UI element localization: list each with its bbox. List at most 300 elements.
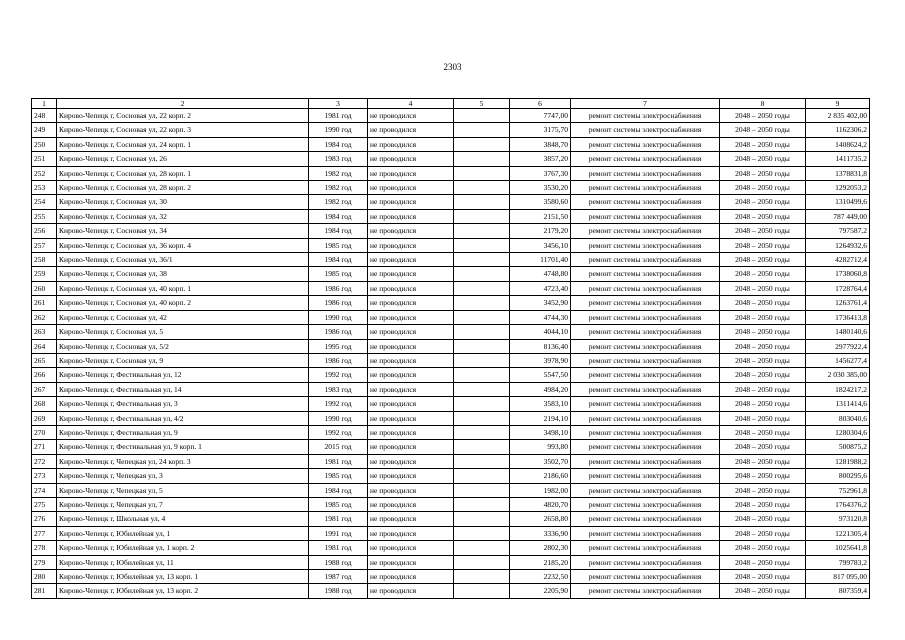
cell-area: 3848,70	[510, 137, 571, 151]
cell-area: 993,80	[510, 440, 571, 454]
cell-row-number: 273	[32, 469, 57, 483]
cell-examination-status: не проводился	[368, 296, 454, 310]
cell-cost: 1025641,8	[806, 541, 870, 555]
cell-examination-status: не проводился	[368, 181, 454, 195]
cell-row-number: 249	[32, 123, 57, 137]
column-header-4: 4	[368, 99, 454, 109]
cell-address: Кирово-Чепецк г, Сосновая ул, 28 корп. 2	[57, 181, 309, 195]
cell-repair-period: 2048 – 2050 годы	[720, 411, 806, 425]
cell-cost: 500875,2	[806, 440, 870, 454]
cell-repair-period: 2048 – 2050 годы	[720, 454, 806, 468]
table-row	[32, 166, 870, 180]
cell-work-type: ремонт системы электроснабжения	[571, 339, 720, 353]
cell-row-number: 280	[32, 570, 57, 584]
table-row	[32, 123, 870, 137]
cell-construction-year: 1982 год	[309, 195, 368, 209]
cell-column-5	[454, 310, 510, 324]
table-row	[32, 512, 870, 526]
cell-work-type: ремонт системы электроснабжения	[571, 382, 720, 396]
cell-examination-status: не проводился	[368, 584, 454, 598]
table-row	[32, 181, 870, 195]
cell-repair-period: 2048 – 2050 годы	[720, 483, 806, 497]
table-row	[32, 310, 870, 324]
cell-examination-status: не проводился	[368, 166, 454, 180]
cell-cost: 1408624,2	[806, 137, 870, 151]
cell-column-5	[454, 281, 510, 295]
cell-construction-year: 1988 год	[309, 555, 368, 569]
cell-column-5	[454, 267, 510, 281]
cell-repair-period: 2048 – 2050 годы	[720, 584, 806, 598]
table-row	[32, 411, 870, 425]
cell-construction-year: 1991 год	[309, 526, 368, 540]
cell-construction-year: 1988 год	[309, 584, 368, 598]
cell-examination-status: не проводился	[368, 339, 454, 353]
cell-row-number: 278	[32, 541, 57, 555]
cell-work-type: ремонт системы электроснабжения	[571, 310, 720, 324]
table-row	[32, 238, 870, 252]
cell-row-number: 267	[32, 382, 57, 396]
cell-area: 3452,90	[510, 296, 571, 310]
table-row	[32, 497, 870, 511]
cell-examination-status: не проводился	[368, 253, 454, 267]
table-row	[32, 137, 870, 151]
cell-construction-year: 1983 год	[309, 152, 368, 166]
cell-area: 3498,10	[510, 425, 571, 439]
cell-examination-status: не проводился	[368, 512, 454, 526]
cell-repair-period: 2048 – 2050 годы	[720, 310, 806, 324]
cell-examination-status: не проводился	[368, 109, 454, 123]
cell-repair-period: 2048 – 2050 годы	[720, 296, 806, 310]
cell-cost: 1764376,2	[806, 497, 870, 511]
cell-work-type: ремонт системы электроснабжения	[571, 512, 720, 526]
cell-area: 3502,70	[510, 454, 571, 468]
cell-area: 3175,70	[510, 123, 571, 137]
cell-repair-period: 2048 – 2050 годы	[720, 238, 806, 252]
cell-construction-year: 1983 год	[309, 382, 368, 396]
cell-column-5	[454, 152, 510, 166]
cell-area: 2186,60	[510, 469, 571, 483]
table-row	[32, 382, 870, 396]
cell-cost: 787 449,00	[806, 209, 870, 223]
cell-row-number: 270	[32, 425, 57, 439]
cell-work-type: ремонт системы электроснабжения	[571, 397, 720, 411]
cell-examination-status: не проводился	[368, 397, 454, 411]
cell-work-type: ремонт системы электроснабжения	[571, 123, 720, 137]
cell-examination-status: не проводился	[368, 469, 454, 483]
cell-row-number: 263	[32, 325, 57, 339]
cell-repair-period: 2048 – 2050 годы	[720, 440, 806, 454]
cell-work-type: ремонт системы электроснабжения	[571, 281, 720, 295]
cell-cost: 973120,8	[806, 512, 870, 526]
cell-construction-year: 2015 год	[309, 440, 368, 454]
table-row	[32, 541, 870, 555]
cell-row-number: 252	[32, 166, 57, 180]
cell-examination-status: не проводился	[368, 526, 454, 540]
cell-area: 3583,10	[510, 397, 571, 411]
cell-cost: 2 030 385,00	[806, 368, 870, 382]
cell-address: Кирово-Чепецк г, Сосновая ул, 5/2	[57, 339, 309, 353]
cell-row-number: 266	[32, 368, 57, 382]
cell-row-number: 276	[32, 512, 57, 526]
cell-row-number: 277	[32, 526, 57, 540]
cell-column-5	[454, 238, 510, 252]
cell-examination-status: не проводился	[368, 123, 454, 137]
cell-row-number: 279	[32, 555, 57, 569]
cell-column-5	[454, 497, 510, 511]
cell-construction-year: 1985 год	[309, 497, 368, 511]
cell-row-number: 275	[32, 497, 57, 511]
cell-examination-status: не проводился	[368, 483, 454, 497]
cell-repair-period: 2048 – 2050 годы	[720, 512, 806, 526]
cell-construction-year: 1985 год	[309, 267, 368, 281]
cell-row-number: 269	[32, 411, 57, 425]
cell-address: Кирово-Чепецк г, Юбилейная ул, 11	[57, 555, 309, 569]
cell-work-type: ремонт системы электроснабжения	[571, 166, 720, 180]
cell-construction-year: 1984 год	[309, 224, 368, 238]
cell-repair-period: 2048 – 2050 годы	[720, 123, 806, 137]
cell-work-type: ремонт системы электроснабжения	[571, 411, 720, 425]
cell-construction-year: 1984 год	[309, 253, 368, 267]
cell-cost: 4282712,4	[806, 253, 870, 267]
cell-work-type: ремонт системы электроснабжения	[571, 296, 720, 310]
cell-work-type: ремонт системы электроснабжения	[571, 253, 720, 267]
cell-construction-year: 1992 год	[309, 425, 368, 439]
cell-address: Кирово-Чепецк г, Сосновая ул, 5	[57, 325, 309, 339]
table-row	[32, 483, 870, 497]
cell-construction-year: 1981 год	[309, 541, 368, 555]
cell-column-5	[454, 339, 510, 353]
cell-column-5	[454, 541, 510, 555]
cell-row-number: 274	[32, 483, 57, 497]
cell-work-type: ремонт системы электроснабжения	[571, 526, 720, 540]
cell-cost: 1264932,6	[806, 238, 870, 252]
cell-work-type: ремонт системы электроснабжения	[571, 195, 720, 209]
cell-column-5	[454, 584, 510, 598]
cell-construction-year: 1986 год	[309, 353, 368, 367]
cell-address: Кирово-Чепецк г, Чепецкая ул, 7	[57, 497, 309, 511]
cell-construction-year: 1992 год	[309, 368, 368, 382]
table-row	[32, 440, 870, 454]
cell-row-number: 254	[32, 195, 57, 209]
cell-row-number: 255	[32, 209, 57, 223]
cell-work-type: ремонт системы электроснабжения	[571, 555, 720, 569]
cell-row-number: 258	[32, 253, 57, 267]
cell-address: Кирово-Чепецк г, Сосновая ул, 28 корп. 1	[57, 166, 309, 180]
cell-work-type: ремонт системы электроснабжения	[571, 325, 720, 339]
cell-cost: 1824217,2	[806, 382, 870, 396]
cell-row-number: 262	[32, 310, 57, 324]
cell-area: 2205,90	[510, 584, 571, 598]
cell-area: 4723,40	[510, 281, 571, 295]
cell-address: Кирово-Чепецк г, Сосновая ул, 40 корп. 1	[57, 281, 309, 295]
table-row	[32, 195, 870, 209]
cell-column-5	[454, 325, 510, 339]
table-row	[32, 325, 870, 339]
cell-cost: 807359,4	[806, 584, 870, 598]
cell-repair-period: 2048 – 2050 годы	[720, 353, 806, 367]
cell-area: 2151,50	[510, 209, 571, 223]
cell-column-5	[454, 555, 510, 569]
table-row	[32, 209, 870, 223]
cell-work-type: ремонт системы электроснабжения	[571, 469, 720, 483]
table-row	[32, 555, 870, 569]
cell-work-type: ремонт системы электроснабжения	[571, 267, 720, 281]
cell-repair-period: 2048 – 2050 годы	[720, 497, 806, 511]
cell-row-number: 248	[32, 109, 57, 123]
cell-address: Кирово-Чепецк г, Сосновая ул, 26	[57, 152, 309, 166]
cell-column-5	[454, 209, 510, 223]
cell-repair-period: 2048 – 2050 годы	[720, 109, 806, 123]
cell-repair-period: 2048 – 2050 годы	[720, 570, 806, 584]
cell-construction-year: 1981 год	[309, 109, 368, 123]
cell-address: Кирово-Чепецк г, Сосновая ул, 34	[57, 224, 309, 238]
cell-column-5	[454, 224, 510, 238]
cell-examination-status: не проводился	[368, 440, 454, 454]
table-row	[32, 368, 870, 382]
cell-cost: 1378831,8	[806, 166, 870, 180]
table-row	[32, 267, 870, 281]
cell-repair-period: 2048 – 2050 годы	[720, 555, 806, 569]
cell-address: Кирово-Чепецк г, Сосновая ул, 36/1	[57, 253, 309, 267]
cell-repair-period: 2048 – 2050 годы	[720, 339, 806, 353]
cell-examination-status: не проводился	[368, 555, 454, 569]
cell-construction-year: 1990 год	[309, 123, 368, 137]
cell-work-type: ремонт системы электроснабжения	[571, 238, 720, 252]
cell-area: 5547,50	[510, 368, 571, 382]
cell-column-5	[454, 469, 510, 483]
cell-work-type: ремонт системы электроснабжения	[571, 497, 720, 511]
cell-address: Кирово-Чепецк г, Юбилейная ул, 13 корп. 1	[57, 570, 309, 584]
cell-examination-status: не проводился	[368, 281, 454, 295]
cell-examination-status: не проводился	[368, 224, 454, 238]
table-row	[32, 526, 870, 540]
cell-cost: 1456277,4	[806, 353, 870, 367]
cell-area: 4820,70	[510, 497, 571, 511]
cell-column-5	[454, 382, 510, 396]
cell-cost: 1310499,6	[806, 195, 870, 209]
cell-construction-year: 1986 год	[309, 296, 368, 310]
cell-examination-status: не проводился	[368, 382, 454, 396]
cell-area: 11701,40	[510, 253, 571, 267]
cell-cost: 1311414,6	[806, 397, 870, 411]
cell-repair-period: 2048 – 2050 годы	[720, 541, 806, 555]
table-row	[32, 152, 870, 166]
cell-address: Кирово-Чепецк г, Фестивальная ул, 9 корп. 1	[57, 440, 309, 454]
column-header-7: 7	[571, 99, 720, 109]
cell-construction-year: 1984 год	[309, 137, 368, 151]
cell-work-type: ремонт системы электроснабжения	[571, 584, 720, 598]
cell-area: 2185,20	[510, 555, 571, 569]
cell-address: Кирово-Чепецк г, Юбилейная ул, 13 корп. 2	[57, 584, 309, 598]
cell-row-number: 261	[32, 296, 57, 310]
cell-column-5	[454, 397, 510, 411]
cell-repair-period: 2048 – 2050 годы	[720, 526, 806, 540]
cell-area: 3580,60	[510, 195, 571, 209]
cell-repair-period: 2048 – 2050 годы	[720, 397, 806, 411]
cell-row-number: 271	[32, 440, 57, 454]
cell-area: 2232,50	[510, 570, 571, 584]
table-row	[32, 397, 870, 411]
cell-examination-status: не проводился	[368, 454, 454, 468]
cell-construction-year: 1984 год	[309, 209, 368, 223]
cell-cost: 1162306,2	[806, 123, 870, 137]
cell-column-5	[454, 440, 510, 454]
table-row	[32, 296, 870, 310]
cell-area: 7747,00	[510, 109, 571, 123]
cell-cost: 2977922,4	[806, 339, 870, 353]
cell-address: Кирово-Чепецк г, Фестивальная ул, 3	[57, 397, 309, 411]
cell-column-5	[454, 123, 510, 137]
cell-row-number: 256	[32, 224, 57, 238]
cell-row-number: 260	[32, 281, 57, 295]
cell-cost: 1728764,4	[806, 281, 870, 295]
cell-cost: 1281988,2	[806, 454, 870, 468]
cell-examination-status: не проводился	[368, 325, 454, 339]
cell-area: 1982,00	[510, 483, 571, 497]
cell-repair-period: 2048 – 2050 годы	[720, 195, 806, 209]
cell-repair-period: 2048 – 2050 годы	[720, 469, 806, 483]
cell-address: Кирово-Чепецк г, Фестивальная ул, 14	[57, 382, 309, 396]
column-header-3: 3	[309, 99, 368, 109]
cell-repair-period: 2048 – 2050 годы	[720, 382, 806, 396]
cell-area: 3530,20	[510, 181, 571, 195]
column-header-2: 2	[57, 99, 309, 109]
cell-work-type: ремонт системы электроснабжения	[571, 570, 720, 584]
cell-work-type: ремонт системы электроснабжения	[571, 483, 720, 497]
cell-column-5	[454, 195, 510, 209]
cell-repair-period: 2048 – 2050 годы	[720, 166, 806, 180]
cell-address: Кирово-Чепецк г, Фестивальная ул, 12	[57, 368, 309, 382]
cell-work-type: ремонт системы электроснабжения	[571, 152, 720, 166]
cell-column-5	[454, 296, 510, 310]
cell-column-5	[454, 570, 510, 584]
table-row	[32, 224, 870, 238]
cell-address: Кирово-Чепецк г, Сосновая ул, 24 корп. 1	[57, 137, 309, 151]
cell-examination-status: не проводился	[368, 238, 454, 252]
cell-cost: 752961,8	[806, 483, 870, 497]
cell-column-5	[454, 109, 510, 123]
cell-column-5	[454, 353, 510, 367]
cell-work-type: ремонт системы электроснабжения	[571, 454, 720, 468]
cell-work-type: ремонт системы электроснабжения	[571, 181, 720, 195]
cell-column-5	[454, 526, 510, 540]
cell-repair-period: 2048 – 2050 годы	[720, 152, 806, 166]
cell-cost: 1263761,4	[806, 296, 870, 310]
cell-work-type: ремонт системы электроснабжения	[571, 541, 720, 555]
cell-area: 3857,20	[510, 152, 571, 166]
cell-repair-period: 2048 – 2050 годы	[720, 267, 806, 281]
cell-work-type: ремонт системы электроснабжения	[571, 137, 720, 151]
cell-row-number: 265	[32, 353, 57, 367]
cell-construction-year: 1982 год	[309, 166, 368, 180]
cell-examination-status: не проводился	[368, 411, 454, 425]
cell-column-5	[454, 425, 510, 439]
cell-column-5	[454, 368, 510, 382]
cell-area: 3978,90	[510, 353, 571, 367]
cell-address: Кирово-Чепецк г, Фестивальная ул, 9	[57, 425, 309, 439]
cell-cost: 817 095,00	[806, 570, 870, 584]
cell-construction-year: 1986 год	[309, 325, 368, 339]
cell-address: Кирово-Чепецк г, Чепецкая ул, 24 корп. 3	[57, 454, 309, 468]
cell-column-5	[454, 454, 510, 468]
table-header-row	[32, 99, 870, 109]
cell-construction-year: 1981 год	[309, 512, 368, 526]
cell-work-type: ремонт системы электроснабжения	[571, 109, 720, 123]
cell-repair-period: 2048 – 2050 годы	[720, 425, 806, 439]
cell-repair-period: 2048 – 2050 годы	[720, 368, 806, 382]
table-row	[32, 109, 870, 123]
cell-column-5	[454, 253, 510, 267]
cell-address: Кирово-Чепецк г, Сосновая ул, 40 корп. 2	[57, 296, 309, 310]
cell-cost: 1411735,2	[806, 152, 870, 166]
cell-area: 8136,40	[510, 339, 571, 353]
column-header-6: 6	[510, 99, 571, 109]
table-row	[32, 353, 870, 367]
cell-area: 3456,10	[510, 238, 571, 252]
cell-column-5	[454, 137, 510, 151]
cell-row-number: 281	[32, 584, 57, 598]
cell-area: 4748,80	[510, 267, 571, 281]
table-row	[32, 570, 870, 584]
page-number: 2303	[443, 62, 462, 72]
cell-column-5	[454, 181, 510, 195]
cell-construction-year: 1985 год	[309, 469, 368, 483]
cell-cost: 1292053,2	[806, 181, 870, 195]
cell-address: Кирово-Чепецк г, Школьная ул, 4	[57, 512, 309, 526]
cell-examination-status: не проводился	[368, 541, 454, 555]
cell-repair-period: 2048 – 2050 годы	[720, 181, 806, 195]
cell-column-5	[454, 166, 510, 180]
cell-row-number: 257	[32, 238, 57, 252]
column-header-5: 5	[454, 99, 510, 109]
cell-repair-period: 2048 – 2050 годы	[720, 224, 806, 238]
cell-construction-year: 1981 год	[309, 454, 368, 468]
cell-repair-period: 2048 – 2050 годы	[720, 137, 806, 151]
cell-examination-status: не проводился	[368, 425, 454, 439]
cell-address: Кирово-Чепецк г, Сосновая ул, 22 корп. 2	[57, 109, 309, 123]
cell-work-type: ремонт системы электроснабжения	[571, 353, 720, 367]
table-body	[32, 109, 870, 599]
cell-address: Кирово-Чепецк г, Чепецкая ул, 5	[57, 483, 309, 497]
column-header-8: 8	[720, 99, 806, 109]
cell-row-number: 250	[32, 137, 57, 151]
cell-address: Кирово-Чепецк г, Сосновая ул, 32	[57, 209, 309, 223]
cell-work-type: ремонт системы электроснабжения	[571, 209, 720, 223]
cell-repair-period: 2048 – 2050 годы	[720, 325, 806, 339]
cell-construction-year: 1995 год	[309, 339, 368, 353]
cell-column-5	[454, 411, 510, 425]
cell-area: 2802,30	[510, 541, 571, 555]
cell-address: Кирово-Чепецк г, Сосновая ул, 42	[57, 310, 309, 324]
cell-area: 2658,80	[510, 512, 571, 526]
column-header-1: 1	[32, 99, 57, 109]
cell-address: Кирово-Чепецк г, Юбилейная ул, 1	[57, 526, 309, 540]
cell-construction-year: 1986 год	[309, 281, 368, 295]
cell-work-type: ремонт системы электроснабжения	[571, 224, 720, 238]
cell-examination-status: не проводился	[368, 353, 454, 367]
cell-address: Кирово-Чепецк г, Сосновая ул, 36 корп. 4	[57, 238, 309, 252]
cell-row-number: 264	[32, 339, 57, 353]
cell-address: Кирово-Чепецк г, Сосновая ул, 22 корп. 3	[57, 123, 309, 137]
cell-area: 3767,30	[510, 166, 571, 180]
cell-examination-status: не проводился	[368, 137, 454, 151]
cell-cost: 1736413,8	[806, 310, 870, 324]
cell-examination-status: не проводился	[368, 570, 454, 584]
cell-work-type: ремонт системы электроснабжения	[571, 368, 720, 382]
cell-area: 4044,10	[510, 325, 571, 339]
cell-cost: 1480140,6	[806, 325, 870, 339]
cell-construction-year: 1985 год	[309, 238, 368, 252]
